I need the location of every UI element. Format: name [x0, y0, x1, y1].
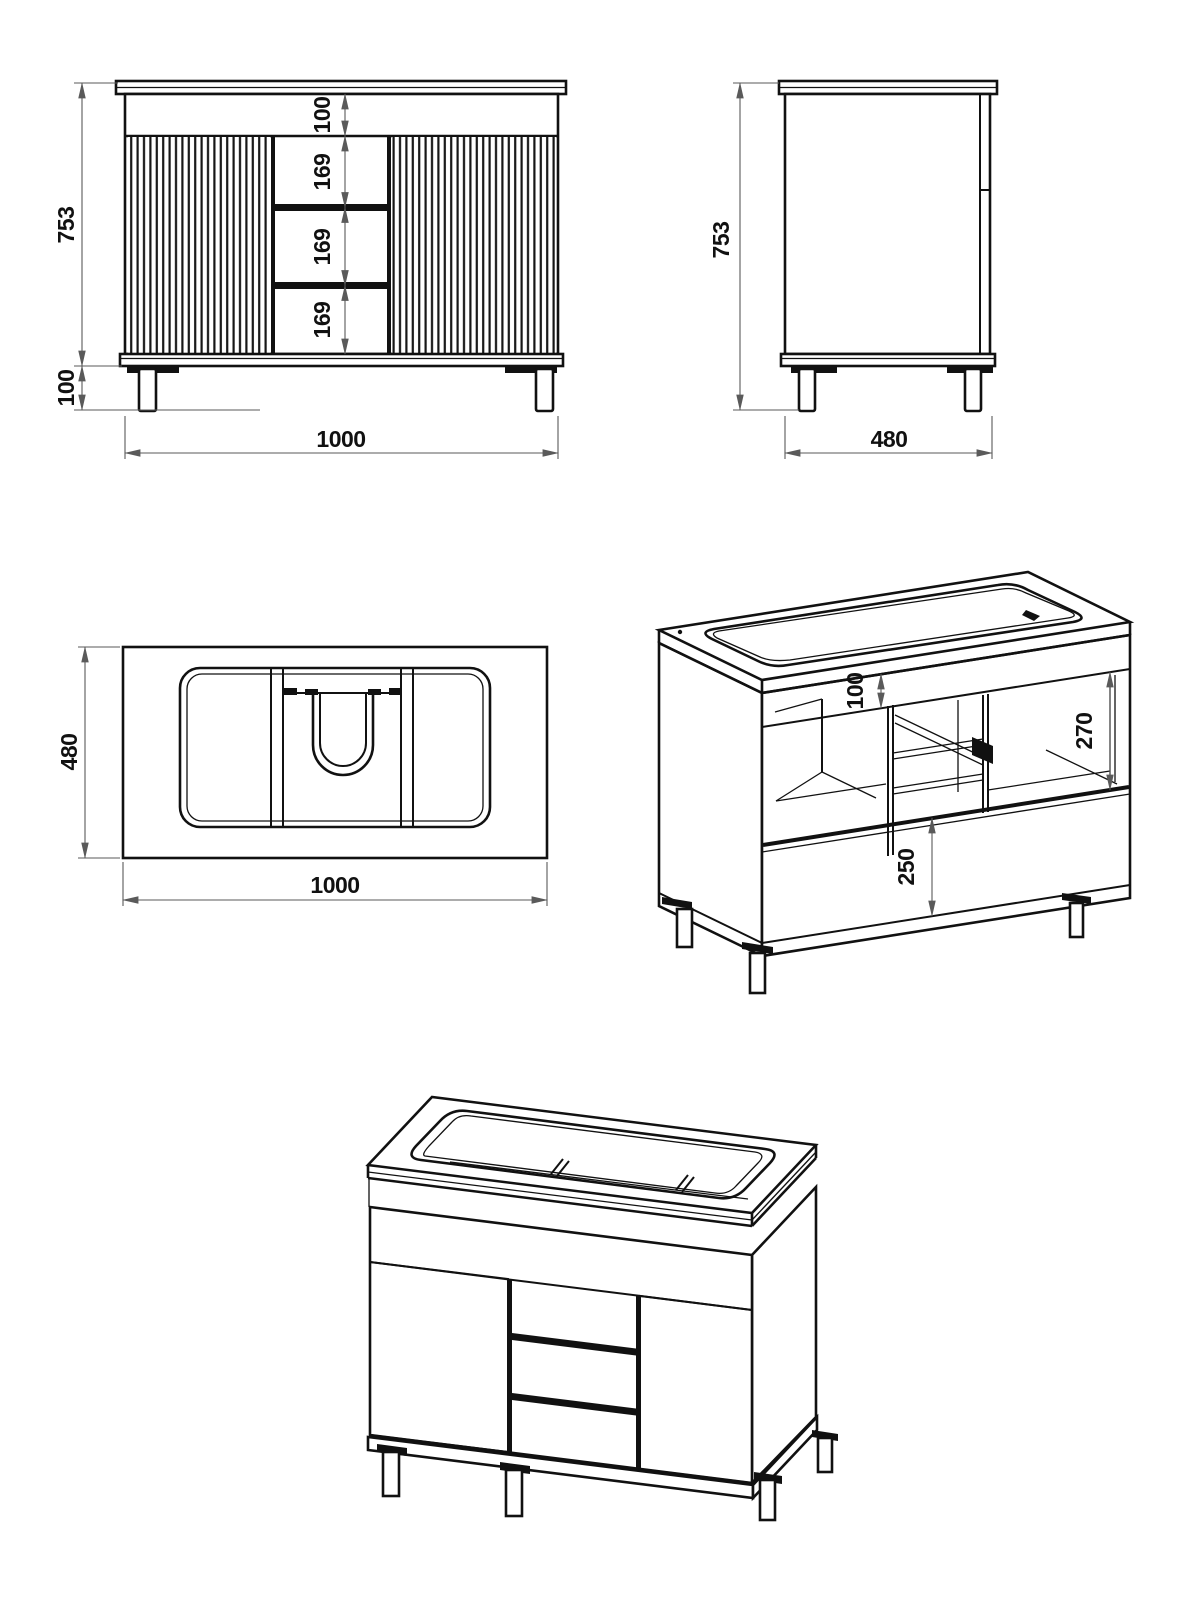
- iso-compartment-height-label: 270: [1071, 712, 1097, 750]
- iso-full-leg-front-left: [383, 1452, 399, 1496]
- top-mount-tab-3: [368, 689, 381, 695]
- iso-full-leg-front-mid: [506, 1470, 522, 1516]
- front-view: [53, 81, 566, 459]
- top-overall-width-label: 1000: [310, 872, 360, 898]
- front-drawer-separator-1: [273, 204, 387, 211]
- iso-section-view: [659, 572, 1130, 993]
- side-overall-depth-label: 480: [870, 426, 908, 452]
- side-cabinet-body: [785, 94, 990, 354]
- front-drawer-column-right-edge: [387, 137, 391, 354]
- iso-drawerbox-height-label: 250: [893, 848, 919, 886]
- front-apron-height-label: 100: [309, 96, 335, 134]
- front-drawer-separator-2: [273, 282, 387, 289]
- top-mount-tab-4: [389, 688, 402, 695]
- top-mount-tab-2: [305, 689, 318, 695]
- top-dim-width: [123, 862, 547, 906]
- front-drawer-column-left-edge: [271, 137, 275, 354]
- side-view: [708, 81, 997, 459]
- top-overall-depth-label: 480: [56, 733, 82, 771]
- iso-full-leg-front-right: [760, 1480, 775, 1520]
- front-leg-height-label: 100: [53, 369, 79, 407]
- iso-apron-height-label: 100: [842, 672, 868, 710]
- front-drawer1-height-label: 169: [309, 153, 335, 191]
- front-right-leg: [536, 369, 553, 411]
- iso-full-view: [368, 1097, 838, 1520]
- front-overall-height-label: 753: [53, 206, 79, 244]
- front-drawer2-height-label: 169: [309, 228, 335, 266]
- side-overall-height-label: 753: [708, 221, 734, 259]
- top-mount-tab-1: [284, 688, 297, 695]
- iso-full-drawer-column-left-edge: [508, 1279, 512, 1453]
- iso-full-countertop-face: [368, 1097, 816, 1213]
- top-dim-depth: [56, 647, 120, 858]
- side-dim-depth: [785, 416, 992, 459]
- side-bottom-plate: [781, 354, 995, 366]
- iso-section-left-side-panel: [659, 643, 762, 956]
- front-drawer3-height-label: 169: [309, 301, 335, 339]
- iso-full-leg-back-right: [818, 1438, 832, 1472]
- front-dim-width: [125, 416, 558, 459]
- front-left-leg: [139, 369, 156, 411]
- front-right-fluted-door: [392, 137, 556, 353]
- iso-section-leg-back-left: [677, 909, 692, 947]
- side-front-leg: [965, 369, 981, 411]
- iso-section-leg-front-left: [750, 953, 765, 993]
- front-bottom-plate: [120, 354, 563, 366]
- iso-section-leg-front-right: [1070, 903, 1083, 937]
- side-back-leg: [799, 369, 815, 411]
- iso-section-fixing-dot: [678, 630, 682, 634]
- front-overall-width-label: 1000: [316, 426, 366, 452]
- front-left-fluted-door: [128, 137, 270, 353]
- iso-full-drawer-column-right-edge: [636, 1296, 640, 1470]
- top-view: [56, 647, 547, 906]
